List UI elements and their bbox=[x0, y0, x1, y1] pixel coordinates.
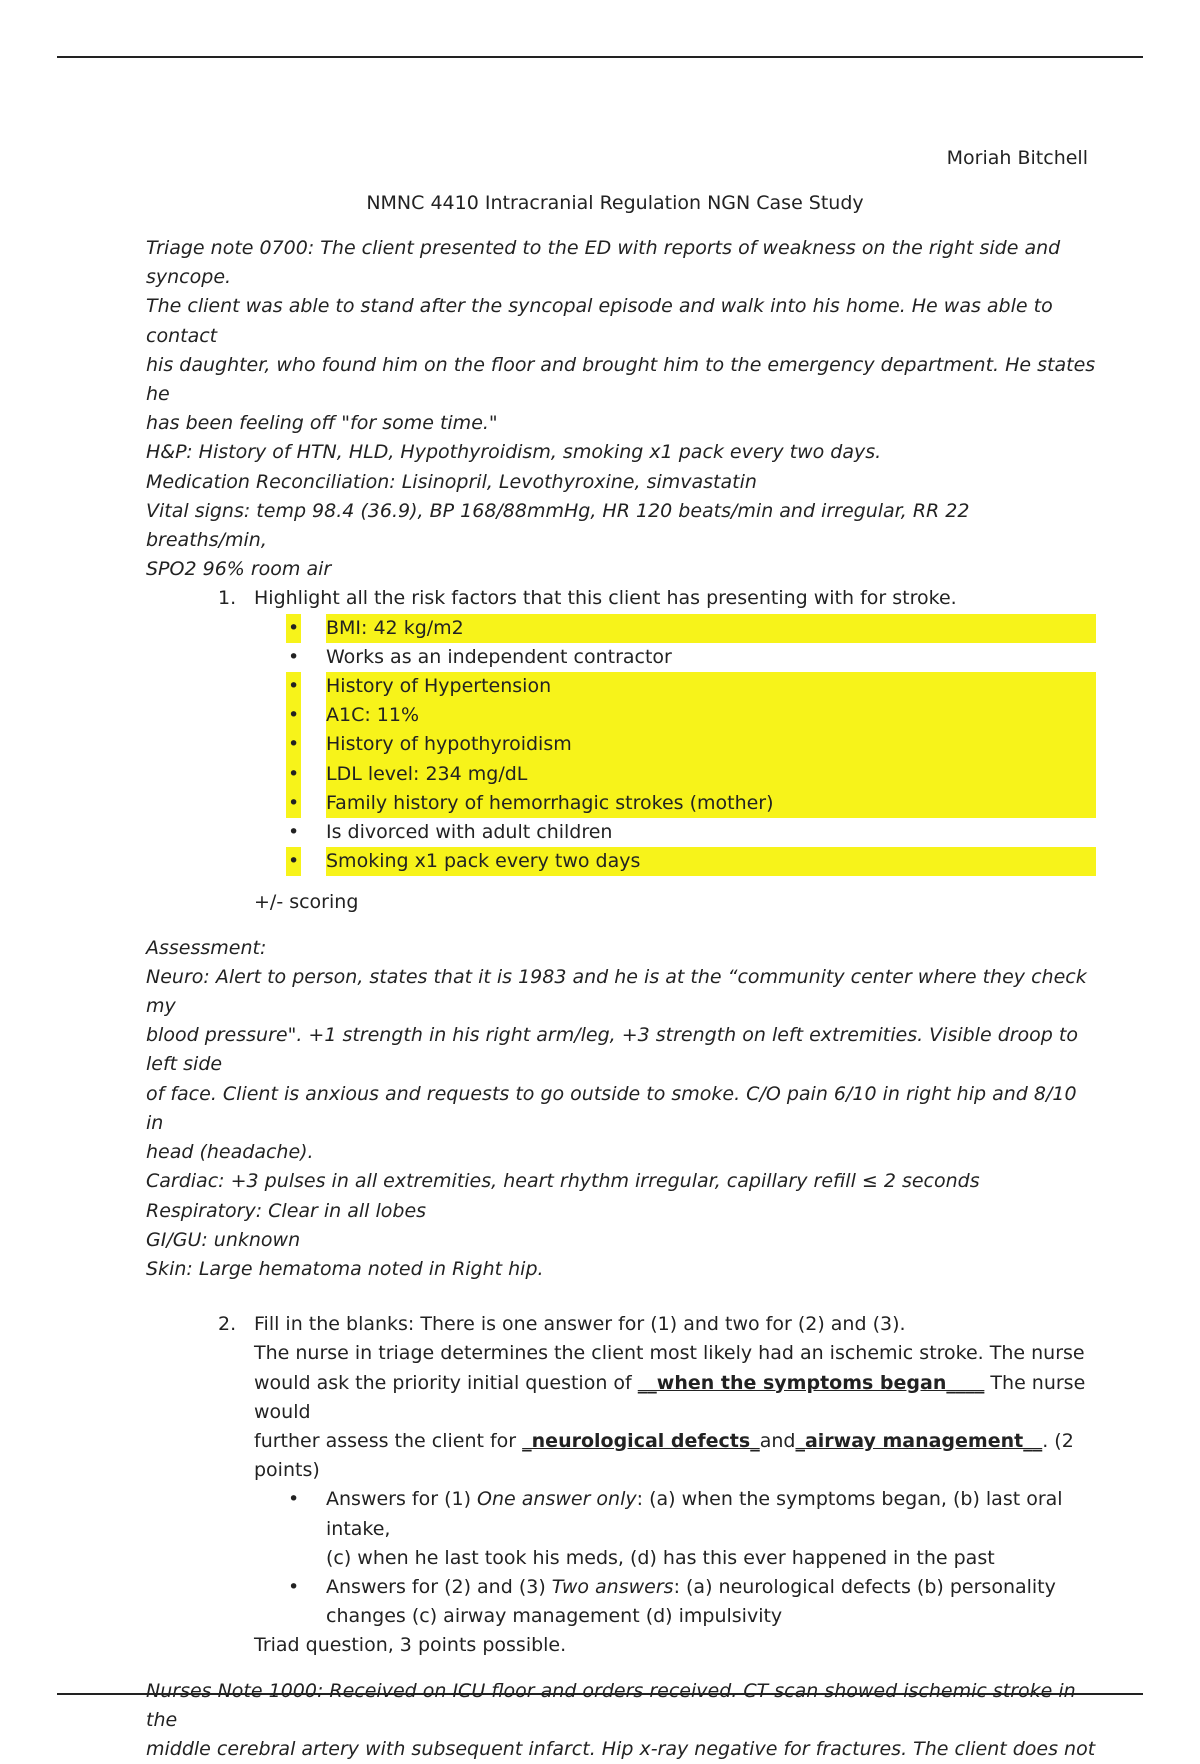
assessment-section bbox=[146, 934, 1096, 1284]
history-physical: H&P: History of HTN, HLD, Hypothyroidism, smoking x1 pack every two days. bbox=[146, 441, 882, 464]
risk-factor-option[interactable]: • History of hypothyroidism bbox=[326, 730, 1096, 759]
question-1 bbox=[146, 584, 1096, 613]
risk-factor-option[interactable]: • Family history of hemorrhagic strokes (mother) bbox=[326, 789, 1096, 818]
scoring-note: +/- scoring bbox=[254, 891, 359, 914]
triage-section bbox=[146, 234, 1096, 584]
neuro-line: Neuro: Alert to person, states that it is 1983 and he is at the “community center where they check my bbox=[146, 965, 1087, 1018]
assessment-heading: Assessment: bbox=[146, 936, 267, 959]
answer-blank-3[interactable]: _airway management__ bbox=[795, 1429, 1043, 1452]
triage-note-line: Triage note 0700: The client presented to the ED with reports of weakness on the right side and syncope. bbox=[146, 237, 1061, 289]
vital-signs-line: Vital signs: temp 98.4 (36.9), BP 168/88mmHg, HR 120 beats/min and irregular, RR 22 breaths/min, bbox=[146, 499, 970, 552]
bullet-icon: • bbox=[286, 672, 301, 701]
bullet-icon: • bbox=[288, 821, 300, 844]
cardiac-line: Cardiac: +3 pulses in all extremities, heart rhythm irregular, capillary refill ≤ 2 seconds bbox=[146, 1170, 980, 1193]
medication-reconciliation: Medication Reconciliation: Lisinopril, Levothyroxine, simvastatin bbox=[146, 470, 757, 493]
neuro-line: head (headache). bbox=[146, 1141, 314, 1164]
question-prompt: Highlight all the risk factors that this client has presenting with for stroke. bbox=[254, 587, 957, 610]
bottom-rule bbox=[57, 1693, 1143, 1695]
bullet-icon: • bbox=[286, 701, 301, 730]
neuro-line: blood pressure". +1 strength in his right arm/leg, +3 strength on left extremities. Visible droop to left side bbox=[146, 1024, 1078, 1076]
risk-factor-option[interactable]: • A1C: 11% bbox=[326, 701, 1096, 730]
skin-line: Skin: Large hematoma noted in Right hip. bbox=[146, 1257, 544, 1280]
author-name: Moriah Bitchell bbox=[946, 147, 1088, 169]
answer-options-list bbox=[146, 1485, 1096, 1631]
answer-blank-2[interactable]: _neurological defects_ bbox=[522, 1429, 760, 1452]
nurses-note-line: Nurses Note 1000: Received on ICU floor and orders received. CT scan showed ischemic stroke in the bbox=[146, 1679, 1076, 1731]
risk-factor-option[interactable]: • Smoking x1 pack every two days bbox=[326, 847, 1096, 876]
risk-factor-list bbox=[146, 614, 1096, 877]
triage-note-line: has been feeling off "for some time." bbox=[146, 412, 498, 435]
triage-note-line: The client was able to stand after the syncopal episode and walk into his home. He was able to contact bbox=[146, 295, 1053, 347]
bullet-icon: • bbox=[286, 760, 301, 789]
question-number: 2. bbox=[218, 1313, 237, 1336]
neuro-line: of face. Client is anxious and requests to go outside to smoke. C/O pain 6/10 in right hip and 8/10 in bbox=[146, 1082, 1077, 1134]
respiratory-line: Respiratory: Clear in all lobes bbox=[146, 1199, 427, 1222]
bullet-icon: • bbox=[286, 789, 301, 818]
document-body bbox=[146, 234, 1096, 1764]
answer-options-1: • Answers for (1) One answer only: (a) when the symptoms began, (b) last oral intake, (c) when he last took his meds, (d) has this ever happened in the past bbox=[326, 1485, 1096, 1573]
bullet-icon: • bbox=[286, 730, 301, 759]
risk-factor-option[interactable]: • LDL level: 234 mg/dL bbox=[326, 760, 1096, 789]
risk-factor-option[interactable]: • Is divorced with adult children bbox=[326, 818, 1096, 847]
question-2-footer: Triad question, 3 points possible. bbox=[254, 1634, 567, 1657]
risk-factor-option[interactable]: • Works as an independent contractor bbox=[326, 643, 1096, 672]
risk-factor-option[interactable]: • BMI: 42 kg/m2 bbox=[326, 614, 1096, 643]
question-number: 1. bbox=[218, 587, 237, 610]
risk-factor-option[interactable]: • History of Hypertension bbox=[326, 672, 1096, 701]
nurses-note-line: middle cerebral artery with subsequent infarct. Hip x-ray negative for fractures. The client does not bbox=[146, 1737, 1096, 1760]
question-2 bbox=[146, 1310, 1096, 1339]
bullet-icon: • bbox=[288, 1488, 300, 1511]
answer-blank-1[interactable]: __when the symptoms began____ bbox=[637, 1371, 985, 1394]
answer-options-2: • Answers for (2) and (3) Two answers: (a) neurological defects (b) personality changes (c) airway management (d) impulsivity bbox=[326, 1573, 1096, 1631]
question-2-body: The nurse in triage determines the client most likely had an ischemic stroke. The nurse would ask the priority initial question of __when the symptoms began____ The nurse would further assess the client for _neurological defects_and_airway management__. (2 points) bbox=[254, 1342, 1086, 1482]
bullet-icon: • bbox=[288, 645, 300, 668]
nurses-note-section bbox=[146, 1677, 1096, 1764]
bullet-icon: • bbox=[288, 1575, 300, 1598]
gigu-line: GI/GU: unknown bbox=[146, 1228, 301, 1251]
triage-note-line: his daughter, who found him on the floor and brought him to the emergency department. He states he bbox=[146, 353, 1096, 406]
bullet-icon: • bbox=[286, 847, 301, 876]
bullet-icon: • bbox=[286, 614, 301, 643]
vital-signs-line: SPO2 96% room air bbox=[146, 558, 332, 581]
question-prompt: Fill in the blanks: There is one answer for (1) and two for (2) and (3). bbox=[254, 1313, 906, 1336]
page-title: NMNC 4410 Intracranial Regulation NGN Case Study bbox=[366, 192, 864, 214]
top-rule bbox=[57, 56, 1143, 58]
